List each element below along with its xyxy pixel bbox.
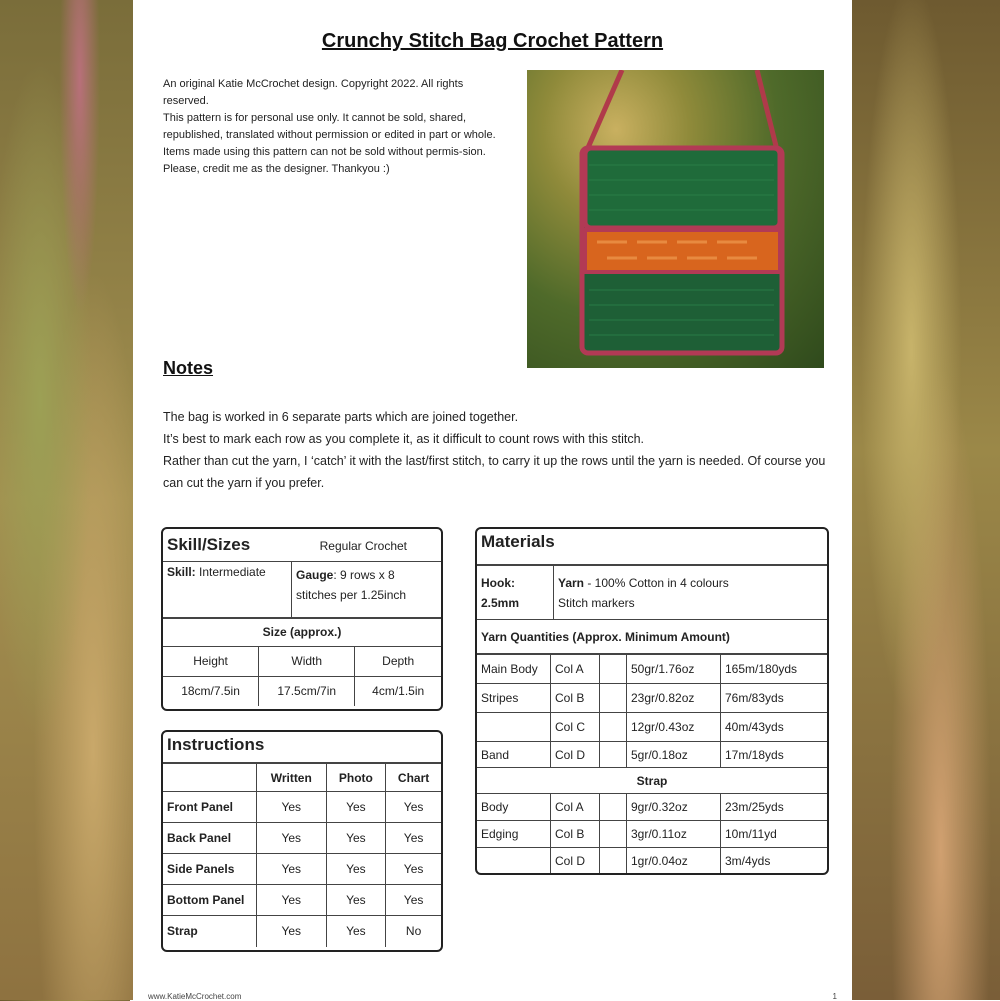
size-header-depth: Depth [355,646,441,676]
skill-heading: Skill/Sizes [167,534,251,554]
cell-written: Yes [257,792,327,823]
instructions-corner [163,764,257,792]
row-name: Side Panels [163,854,257,885]
table-row [163,854,441,885]
skill-sizes-box [161,527,443,711]
background-right [852,0,1000,1000]
yarn-quantities-table [477,654,827,875]
yarn-weight: 5gr/0.18oz [627,742,721,768]
hook-label: Hook: [481,575,515,590]
cell-photo: Yes [326,792,386,823]
cell-photo: Yes [326,885,386,916]
footer-website: www.KatieMcCrochet.com [148,992,242,1001]
yarn-part: Edging [477,821,551,848]
size-value-height: 18cm/7.5in [163,676,259,706]
gauge-value: : 9 rows x 8 stitches per 1.25inch [296,567,407,602]
row-name: Strap [163,916,257,947]
yarn-part: Main Body [477,655,551,684]
row-name: Back Panel [163,823,257,854]
intro-line: Please, credit me as the designer. Thankyou :) [163,163,390,175]
intro-line: This pattern is for personal use only. It cannot be sold, shared, republished, translated without permission or edited in part or whole. [163,112,496,141]
bag-illustration [527,70,824,368]
table-row [477,794,827,821]
background-left [0,0,133,1000]
instructions-table [163,763,441,947]
cell-photo: Yes [326,854,386,885]
size-header-width: Width [259,646,355,676]
table-row [477,713,827,742]
yarn-col: Col B [551,684,600,713]
yarn-weight: 3gr/0.11oz [627,821,721,848]
gauge-label: Gauge [296,567,334,582]
yarn-length: 17m/18yds [721,742,828,768]
yarn-part [477,713,551,742]
intro-line: An original Katie McCrochet design. Copyright 2022. All rights reserved. [163,78,464,107]
materials-box [475,527,829,875]
yarn-swatch [600,713,627,742]
cell-chart: Yes [386,792,441,823]
instructions-heading: Instructions [167,735,265,754]
yarn-swatch [600,848,627,875]
yarn-label: Yarn [558,575,585,590]
yarn-part: Body [477,794,551,821]
yarn-length: 165m/180yds [721,655,828,684]
cell-written: Yes [257,916,327,947]
notes-text [163,406,828,494]
instructions-box [161,730,443,952]
materials-heading: Materials [481,532,555,551]
yarn-length: 40m/43yds [721,713,828,742]
yarn-weight: 23gr/0.82oz [627,684,721,713]
skill-table [163,529,441,618]
notes-heading: Notes [163,358,214,378]
yarn-part: Band [477,742,551,768]
yarn-swatch [600,821,627,848]
yarn-weight: 1gr/0.04oz [627,848,721,875]
yarn-swatch [600,794,627,821]
yarn-length: 3m/4yds [721,848,828,875]
yarn-weight: 50gr/1.76oz [627,655,721,684]
materials-hook-table [477,565,827,654]
cell-photo: Yes [326,916,386,947]
cell-photo: Yes [326,823,386,854]
yarn-col: Col D [551,848,600,875]
hook-value: 2.5mm [481,595,520,610]
size-value-depth: 4cm/1.5in [355,676,441,706]
yarn-weight: 9gr/0.32oz [627,794,721,821]
col-chart: Chart [386,764,441,792]
stitch-markers: Stitch markers [558,595,635,610]
yarn-swatch [600,655,627,684]
strap-heading: Strap [477,768,827,794]
notes-line: The bag is worked in 6 separate parts which are joined together. [163,410,519,424]
footer-page-number: 1 [832,992,837,1001]
yarn-col: Col A [551,655,600,684]
cell-written: Yes [257,854,327,885]
yarn-part [477,848,551,875]
yarn-value: - 100% Cotton in 4 colours [584,575,729,590]
notes-line: It’s best to mark each row as you complete it, as it difficult to count rows with this stitch. [163,432,644,446]
yarn-col: Col D [551,742,600,768]
yarn-col: Col A [551,794,600,821]
yarn-weight: 12gr/0.43oz [627,713,721,742]
yarn-col: Col B [551,821,600,848]
hook-cell [477,566,554,620]
size-value-width: 17.5cm/7in [259,676,355,706]
pattern-page [133,0,852,1000]
skill-value: Intermediate [199,564,266,579]
cell-written: Yes [257,885,327,916]
yarn-part: Stripes [477,684,551,713]
yarn-col: Col C [551,713,600,742]
intro-text [163,76,508,178]
size-table [163,618,441,707]
col-written: Written [257,764,327,792]
cell-written: Yes [257,823,327,854]
yarn-length: 76m/83yds [721,684,828,713]
yarn-quantities-heading: Yarn Quantities (Approx. Minimum Amount) [477,620,827,654]
col-photo: Photo [326,764,386,792]
table-row [163,916,441,947]
table-row [163,885,441,916]
size-header-height: Height [163,646,259,676]
intro-line: Items made using this pattern can not be sold without permis-sion. [163,146,486,158]
cell-chart: Yes [386,823,441,854]
cell-chart: No [386,916,441,947]
table-row [477,821,827,848]
yarn-length: 23m/25yds [721,794,828,821]
row-name: Front Panel [163,792,257,823]
table-row [163,823,441,854]
bag-photo [527,70,824,368]
size-heading: Size (approx.) [163,618,441,646]
table-row [163,792,441,823]
yarn-length: 10m/11yd [721,821,828,848]
notes-line: Rather than cut the yarn, I ‘catch’ it with the last/first stitch, to carry it up the rows until the yarn is needed. Of course you can cut the yarn if you prefer. [163,454,826,490]
page-title: Crunchy Stitch Bag Crochet Pattern [321,30,664,52]
crochet-type: Regular Crochet [319,538,407,553]
skill-label: Skill: [167,564,196,579]
cell-chart: Yes [386,885,441,916]
row-name: Bottom Panel [163,885,257,916]
table-row [477,655,827,684]
table-row [477,742,827,768]
yarn-swatch [600,684,627,713]
table-row [477,684,827,713]
yarn-cell [554,566,828,620]
yarn-swatch [600,742,627,768]
cell-chart: Yes [386,854,441,885]
table-row [477,848,827,875]
